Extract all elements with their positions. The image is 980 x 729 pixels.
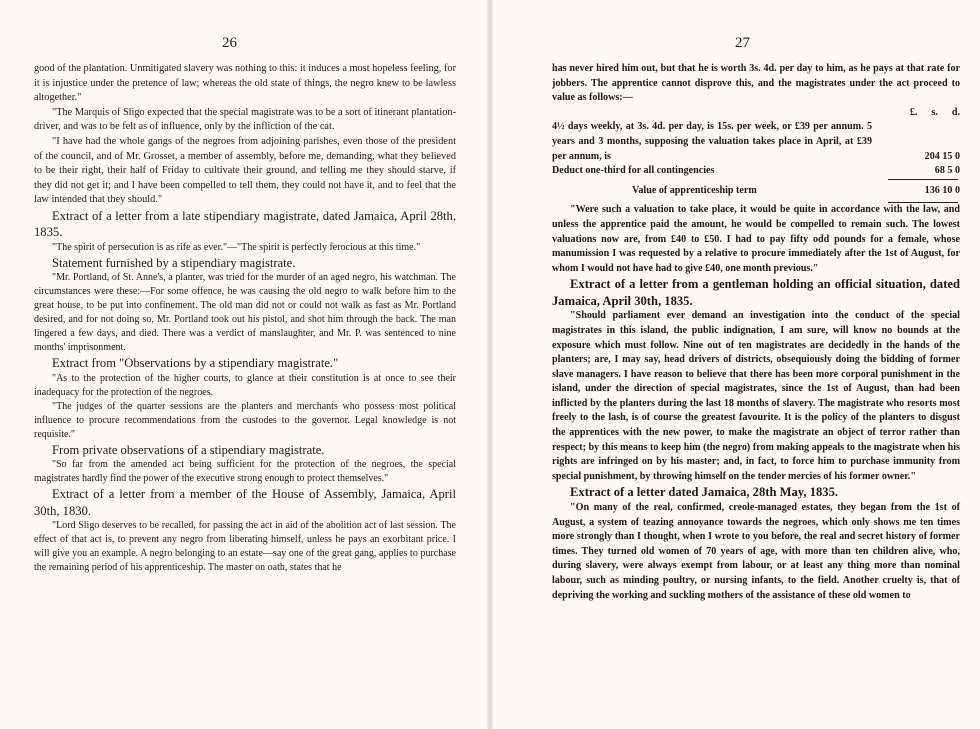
valuation-total-amount: 136 10 0: [924, 184, 960, 196]
extract-heading: From private observations of a stipendiary magistrate.: [52, 442, 325, 457]
right-paragraph: "Were such a valuation to take place, it would be quite in accordance with the law, and unless the apprentice paid the amount, he would be compelled to remain such. The lowest valuations now are, from £40 to £50. I had to pay fifty odd pounds for a female, whose manumission I was requested by a relative to procure immediately after the 1st of August, for whom I would not have had to give £40, one month previous.": [552, 204, 960, 274]
valuation-description: 4½ days weekly, at 3s. 4d. per day, is 15s. per week, or £39 per annum. 5 years and 3 months, supposing the valuation takes place in April, at £39 per annum, is: [552, 121, 872, 162]
quotation: "Mr. Portland, of St. Anne's, a planter, was tried for the murder of an aged negro, his watchman. The circumstances were these:—For some offence, he was causing the old negro to walk before him to the great house, to be put into confinement. The old man did not or could not walk as fast as Mr. Portland desired, and for not doing so, Mr. Portland took out his pistol, and shot him through the back. The man lingered a few days, and died. There was a verdict of manslaughter, and Mr. P. was sentenced to nine months' imprisonment.: [34, 272, 456, 354]
left-paragraph: good of the plantation. Unmitigated slavery was nothing to this: it induces a most hopeless feeling, for it is injustice under the pretence of law; whereas the old state of things, the negro knew to be lawless altogether.": [34, 63, 456, 104]
right-paragraph: has never hired him out, but that he is worth 3s. 4d. per day to him, as he pays at that rate for jobbers. The apprentice cannot disprove this, and the magistrates under the act proceed to value as follows:—: [552, 63, 960, 104]
valuation-description: Deduct one-third for all contingencies: [552, 165, 715, 177]
money-column-headers: [552, 106, 960, 121]
quotation: "Should parliament ever demand an investigation into the conduct of the special magistrates in this island, the public indignation, I am sure, will know no bounds at the exposure which must follow. Nine out of ten magistrates are decidedly in the hands of the planters; are, I may say, head drivers of districts, obsequiously doing the bidding of former slave managers. I have reason to believe that there has been more corporal punishment in the island, under the direction of special magistrates, since the 1st of August, than had been inflicted by the planters during the last 18 months of slavery. The magistrate who resorts most freely to the lash, is of course the greatest favourite. It is the policy of the planters to disgust the apprentices with the new power, to make the magistrate an object of terror rather than respect; by this means to keep him (the negro) from making appeals to the magistrate when his rights are infringed on by his master; and, in fact, to force him to purchase immunity from special punishment, by throwing himself on the tender mercies of his former owner.": [552, 310, 960, 482]
quotation: "The judges of the quarter sessions are the planters and merchants who possess most political influence to procure recommendations from the custodes to the governor. Legal knowledge is not requisite.": [34, 400, 456, 440]
quotation: "Lord Sligo deserves to be recalled, for passing the act in aid of the abolition act of last session. The effect of that act is, to prevent any negro from liberating himself, unless he pays an exorbitant price. I will give you an example. A negro belonging to an estate—say one of the great gang, applies to purchase the remaining period of his apprenticeship. The master on oath, states that he: [34, 520, 456, 574]
extract-heading: Statement furnished by a stipendiary magistrate.: [52, 255, 296, 270]
valuation-total-label: Value of apprenticeship term: [632, 184, 757, 196]
extract-heading: Extract of a letter from a late stipendiary magistrate, dated Jamaica, April 28th, 1835.: [34, 208, 456, 240]
pounds-header: £.: [909, 106, 918, 118]
valuation-total-row: [552, 184, 960, 199]
valuation-amount: 68 5 0: [934, 165, 960, 177]
quotation: "On many of the real, confirmed, creole-managed estates, they began from the 1st of August, a system of teazing annoyance towards the negroes, which only shows me ten times more strongly than I thought, when I wrote to you before, the real and secret history of former times. They turned old women of 70 years of age, with more than ten children alive, who, during slavery, were always exempt from labour, or at least any thing more than nominal labour, such as minding poultry, or nursing infants, to the field. Another cruelty is, that of depriving the working and suckling mothers of the assistance of these old women to: [552, 501, 960, 601]
left-page-number: 26: [222, 35, 237, 51]
right-column: [552, 62, 960, 603]
valuation-amount: 204 15 0: [924, 150, 960, 162]
left-paragraph: "I have had the whole gangs of the negroes from adjoining parishes, even those of the president of the council, and of Mr. Grosset, a member of assembly, before me, demanding, what they believed to be their right, their half of Friday to cultivate their ground, and telling me they should starve, if they did not get it; and I have been compelled to tell them, they could not have it, and to feel that the law intended that they should.": [34, 135, 456, 206]
extract-heading: Extract of a letter from a gentleman holding an official situation, dated Jamaica, April 30th, 1835.: [552, 277, 960, 308]
right-page: [490, 0, 980, 729]
valuation-row: [552, 120, 960, 164]
left-column: [34, 62, 456, 575]
quotation: "So far from the amended act being sufficient for the protection of the negroes, the special magistrates hardly find the power of the executive strong enough to protect themselves.": [34, 459, 456, 485]
right-page-number: 27: [735, 35, 750, 51]
quotation: "As to the protection of the higher courts, to glance at their constitution is at once to see their inadequacy for the protection of the negroes.: [34, 372, 456, 398]
extract-heading: Extract of a letter dated Jamaica, 28th May, 1835.: [570, 485, 839, 500]
shillings-header: s.: [931, 106, 938, 118]
sum-rule: [888, 179, 958, 180]
pence-header: d.: [951, 106, 960, 118]
extract-heading: Extract of a letter from a member of the House of Assembly, Jamaica, April 30th, 1830.: [34, 487, 456, 518]
left-paragraph: "The Marquis of Sligo expected that the special magistrate was to be a sort of itinerant plantation-driver, and was to be felt as of influence, only by the infliction of the cat.: [34, 106, 456, 133]
valuation-row: [552, 164, 960, 179]
extract-heading: Extract from "Observations by a stipendiary magistrate.": [52, 356, 339, 371]
quotation: "The spirit of persecution is as rife as ever."—"The spirit is perfectly ferocious at this time.": [52, 241, 421, 253]
